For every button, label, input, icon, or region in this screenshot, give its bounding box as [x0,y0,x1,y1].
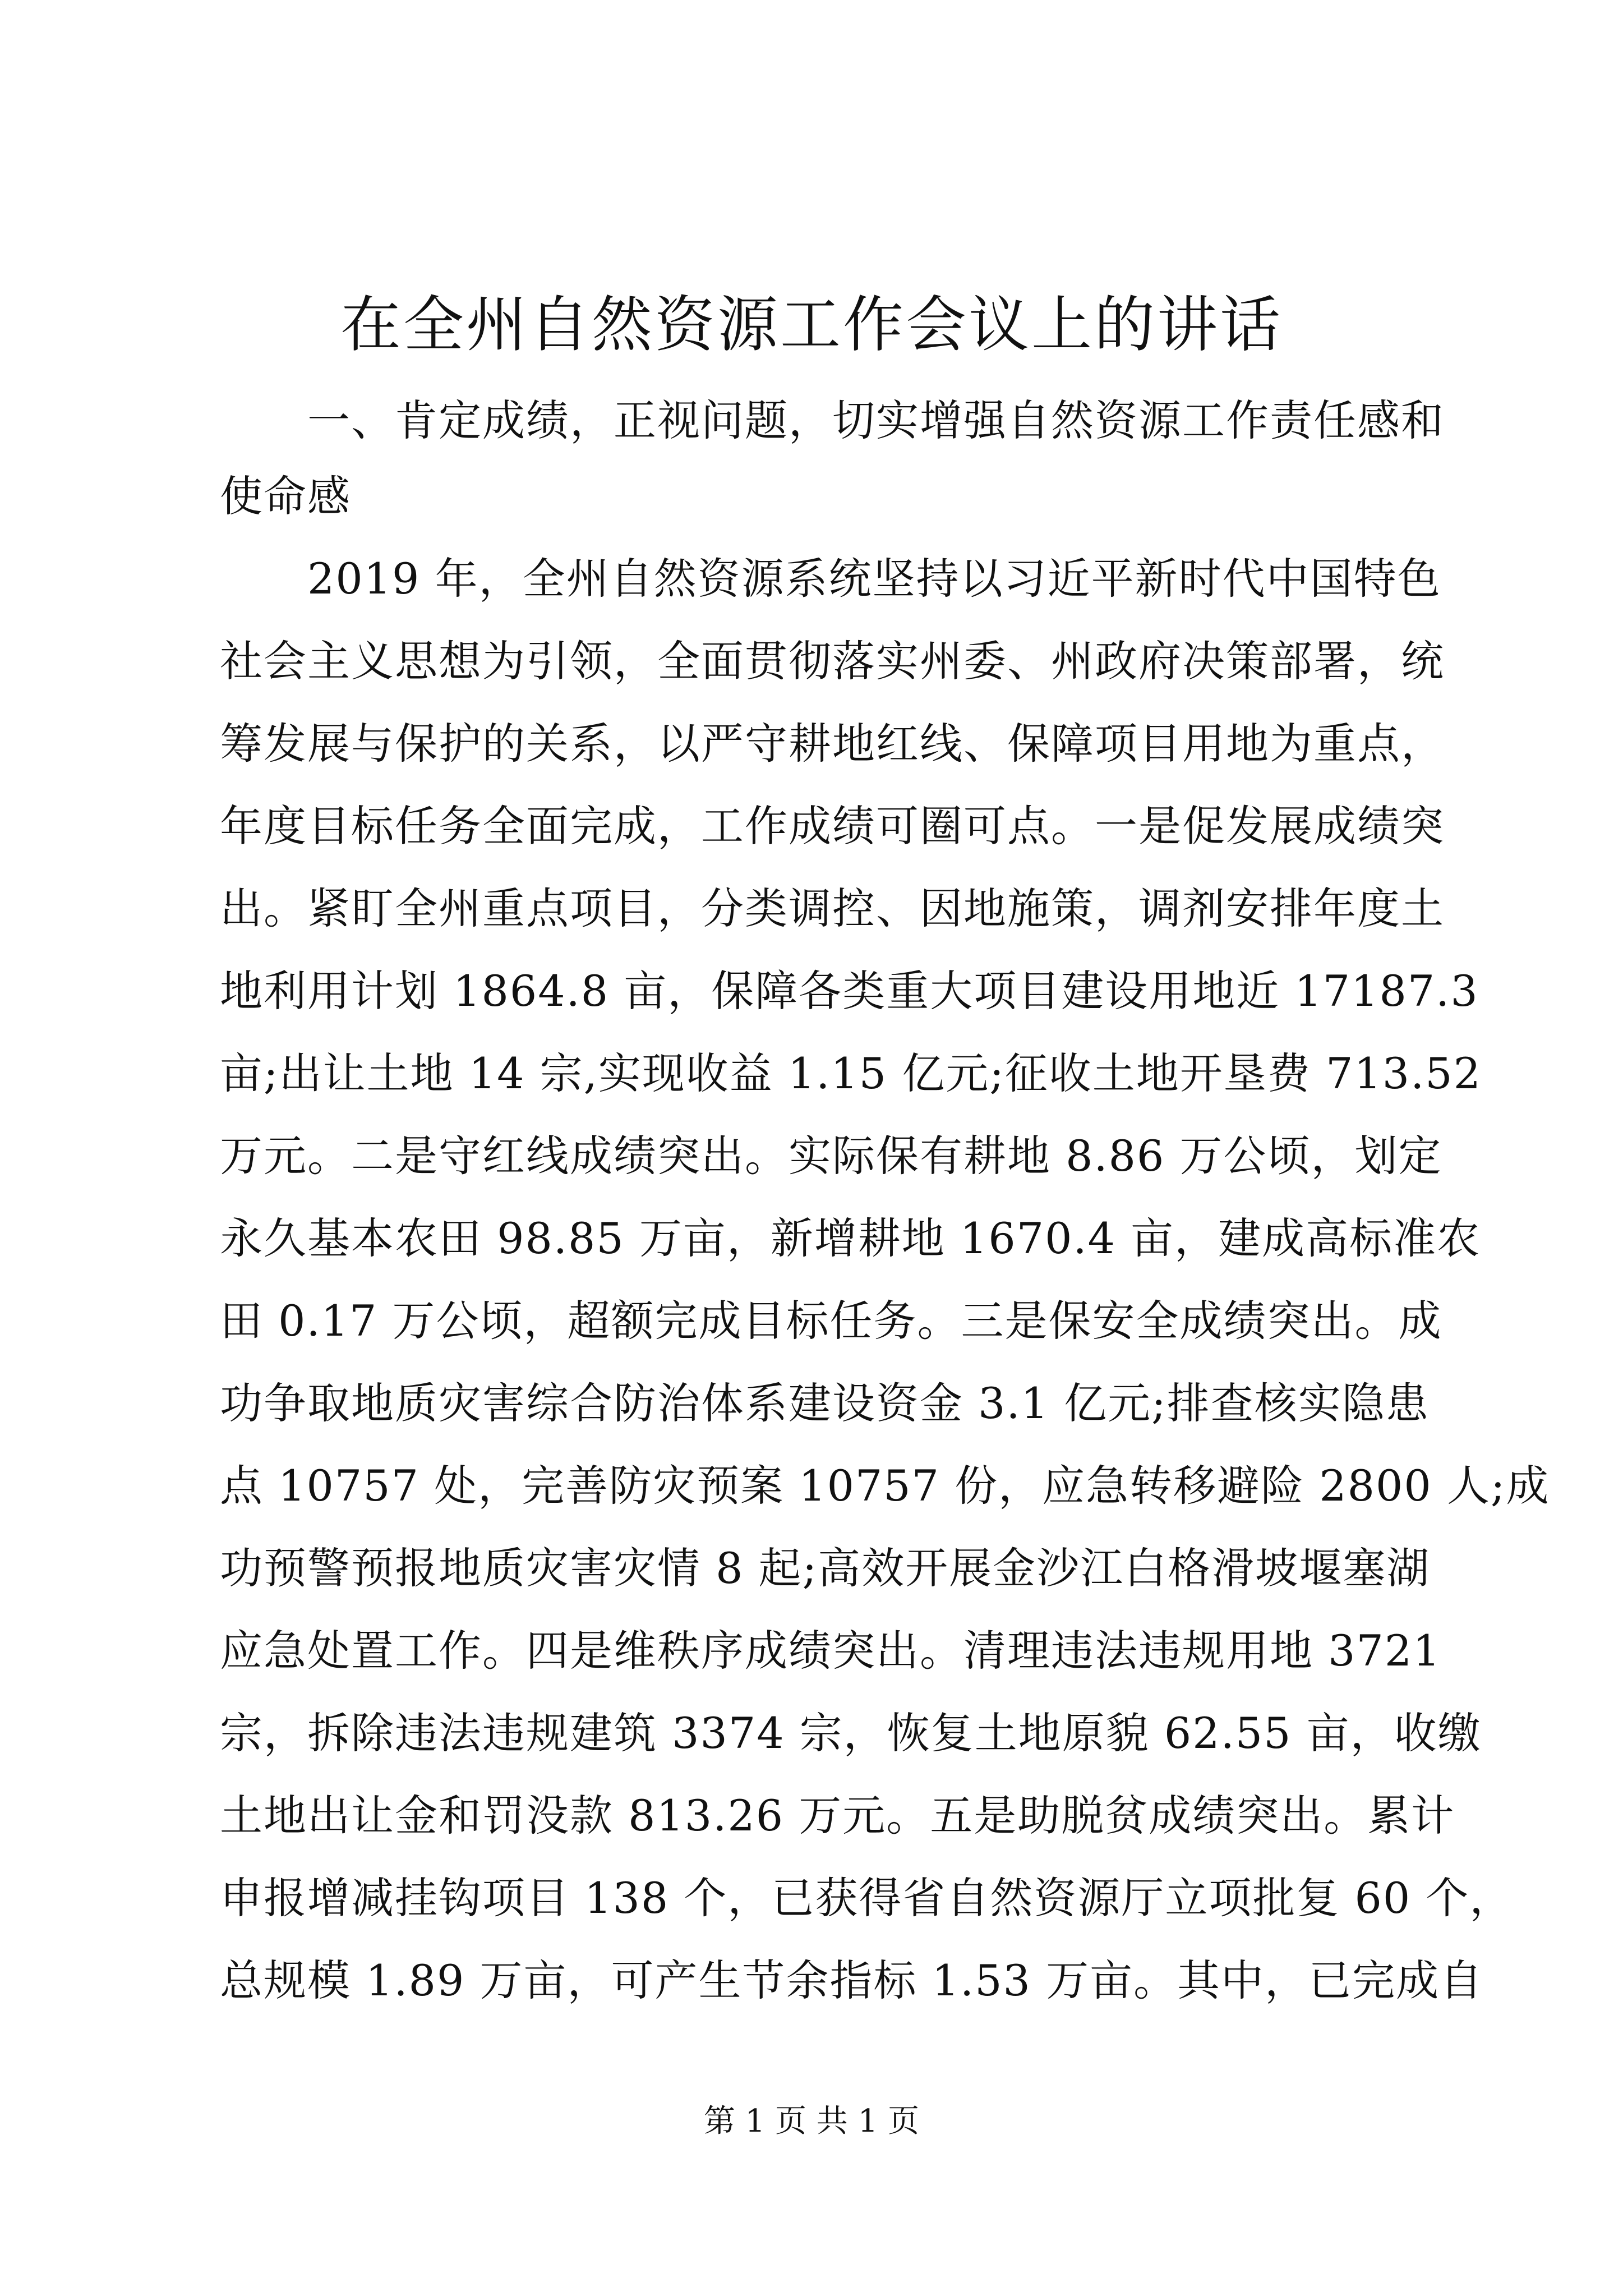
section-heading-line: 一、肯定成绩，正视问题，切实增强自然资源工作责任感和 [220,395,1445,445]
paragraph-line: 功预警预报地质灾害灾情 8 起;高效开展金沙江白格滑坡堰塞湖 [220,1543,1431,1593]
paragraph-line: 总规模 1.89 万亩，可产生节余指标 1.53 万亩。其中，已完成自 [220,1955,1484,2005]
page-title: 在全州自然资源工作会议上的讲话 [340,290,1283,360]
paragraph-line: 点 10757 处，完善防灾预案 10757 份，应急转移避险 2800 人;成 [220,1461,1550,1511]
paragraph-line: 土地出让金和罚没款 813.26 万元。五是助脱贫成绩突出。累计 [220,1791,1455,1841]
paragraph-line: 万元。二是守红线成绩突出。实际保有耕地 8.86 万公顷，划定 [220,1131,1442,1181]
paragraph-line: 社会主义思想为引领，全面贯彻落实州委、州政府决策部署，统 [220,636,1445,686]
paragraph-line: 永久基本农田 98.85 万亩，新增耕地 1670.4 亩，建成高标准农 [220,1213,1481,1263]
paragraph-line: 功争取地质灾害综合防治体系建设资金 3.1 亿元;排查核实隐患 [220,1378,1430,1428]
section-heading-line: 使命感 [220,471,351,521]
paragraph-line: 出。紧盯全州重点项目，分类调控、因地施策，调剂安排年度土 [220,884,1445,933]
paragraph-line: 申报增减挂钩项目 138 个，已获得省自然资源厅立项批复 60 个， [220,1873,1514,1923]
paragraph-line: 地利用计划 1864.8 亩，保障各类重大项目建设用地近 17187.3 [220,966,1479,1016]
paragraph-line: 应急处置工作。四是维秩序成绩突出。清理违法违规用地 3721 [220,1626,1441,1676]
page-footer: 第 1 页 共 1 页 [703,2103,920,2139]
paragraph-line: 2019 年，全州自然资源系统坚持以习近平新时代中国特色 [220,554,1441,604]
paragraph-line: 年度目标任务全面完成，工作成绩可圈可点。一是促发展成绩突 [220,801,1445,851]
paragraph-line: 筹发展与保护的关系，以严守耕地红线、保障项目用地为重点， [220,719,1445,769]
paragraph-line: 亩;出让土地 14 宗,实现收益 1.15 亿元;征收土地开垦费 713.52 [220,1048,1482,1098]
paragraph-line: 宗，拆除违法违规建筑 3374 宗，恢复土地原貌 62.55 亩，收缴 [220,1708,1482,1758]
paragraph-line: 田 0.17 万公顷，超额完成目标任务。三是保安全成绩突出。成 [220,1296,1442,1346]
